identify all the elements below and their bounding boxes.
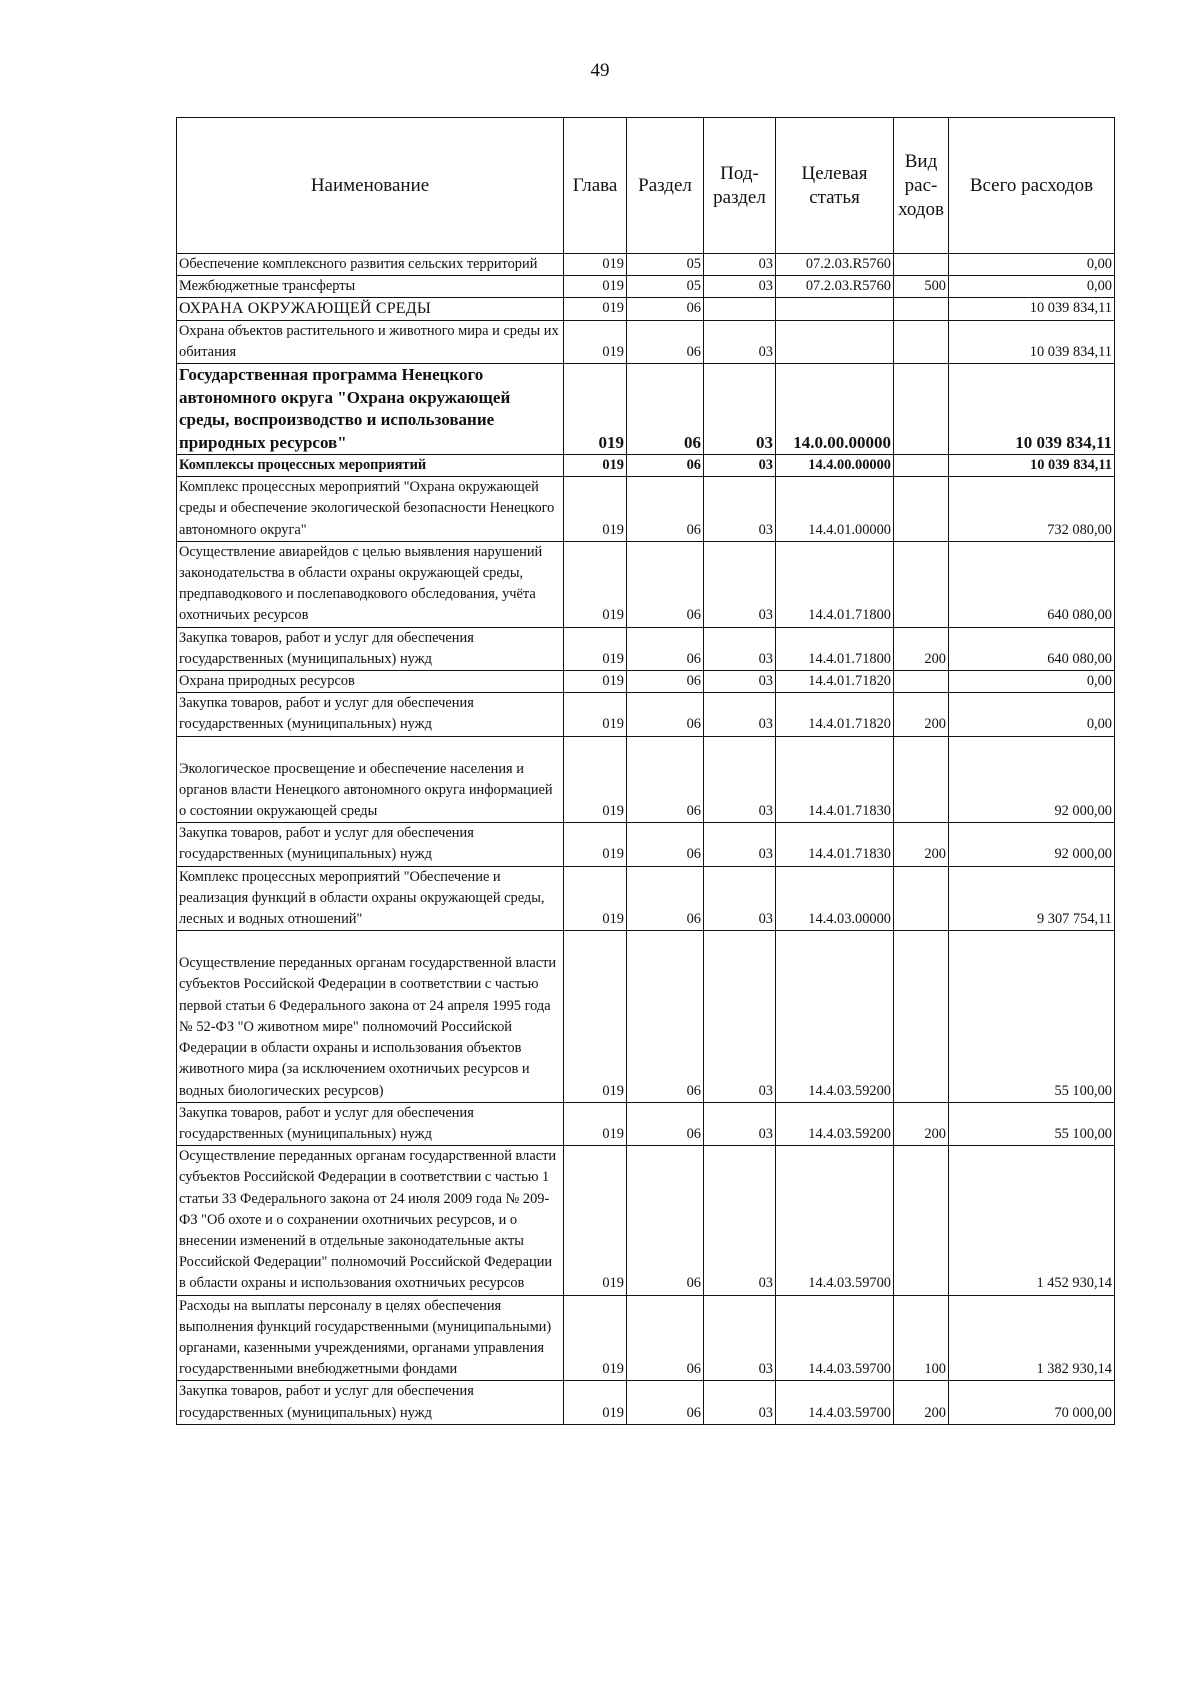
row-subsection-cell: 03 xyxy=(704,1381,776,1424)
row-chapter-cell: 019 xyxy=(564,1102,627,1145)
row-total-cell: 10 039 834,11 xyxy=(949,455,1115,477)
row-subsection-cell: 03 xyxy=(704,823,776,866)
row-chapter-cell: 019 xyxy=(564,627,627,670)
row-subsection-cell: 03 xyxy=(704,254,776,276)
row-section-cell: 06 xyxy=(627,736,704,823)
table-row xyxy=(177,276,1115,298)
row-type-cell xyxy=(894,931,949,1102)
row-article-cell: 07.2.03.R5760 xyxy=(776,254,894,276)
row-total-cell: 0,00 xyxy=(949,693,1115,736)
row-total-cell: 1 452 930,14 xyxy=(949,1146,1115,1295)
row-type-cell xyxy=(894,866,949,931)
row-total-cell: 10 039 834,11 xyxy=(949,298,1115,320)
row-chapter-cell: 019 xyxy=(564,298,627,320)
row-total-cell: 70 000,00 xyxy=(949,1381,1115,1424)
row-section-cell: 06 xyxy=(627,1102,704,1145)
row-type-cell: 200 xyxy=(894,1381,949,1424)
row-article-cell: 14.4.01.71830 xyxy=(776,823,894,866)
row-section-cell: 06 xyxy=(627,1146,704,1295)
row-chapter-cell: 019 xyxy=(564,254,627,276)
row-type-cell xyxy=(894,298,949,320)
row-name-cell: Осуществление авиарейдов с целью выявления нарушений законодательства в области охраны окружающей среды, предпаводкового и послепаводкового обследования, учёта охотничьих ресурсов xyxy=(177,541,564,627)
row-chapter-cell: 019 xyxy=(564,1381,627,1424)
row-section-cell: 06 xyxy=(627,477,704,542)
table-row xyxy=(177,1146,1115,1295)
row-article-cell: 14.4.03.59700 xyxy=(776,1381,894,1424)
row-name-cell: Межбюджетные трансферты xyxy=(177,276,564,298)
row-article-cell: 14.4.03.59200 xyxy=(776,1102,894,1145)
row-name-cell: Осуществление переданных органам государственной власти субъектов Российской Федерации в соответствии с частью первой статьи 6 Федерального закона от 24 апреля 1995 года № 52-ФЗ "О животном мире" полномочий Российской Федерации в области охраны и использования объектов животного мира (за исключением охотничьих ресурсов и водных биологических ресурсов) xyxy=(177,931,564,1102)
row-subsection-cell: 03 xyxy=(704,477,776,542)
row-section-cell: 06 xyxy=(627,541,704,627)
row-subsection-cell: 03 xyxy=(704,866,776,931)
row-chapter-cell: 019 xyxy=(564,541,627,627)
row-total-cell: 9 307 754,11 xyxy=(949,866,1115,931)
row-article-cell: 14.4.03.00000 xyxy=(776,866,894,931)
row-article-cell: 14.4.03.59700 xyxy=(776,1295,894,1381)
row-total-cell: 640 080,00 xyxy=(949,541,1115,627)
row-type-cell xyxy=(894,1146,949,1295)
row-article-cell: 14.4.03.59700 xyxy=(776,1146,894,1295)
row-name-cell: Государственная программа Ненецкого автономного округа "Охрана окружающей среды, воспроизводство и использование природных ресурсов" xyxy=(177,364,564,455)
row-article-cell: 14.4.01.71800 xyxy=(776,541,894,627)
row-subsection-cell: 03 xyxy=(704,455,776,477)
row-subsection-cell: 03 xyxy=(704,364,776,455)
row-total-cell: 1 382 930,14 xyxy=(949,1295,1115,1381)
row-subsection-cell: 03 xyxy=(704,671,776,693)
row-total-cell: 92 000,00 xyxy=(949,736,1115,823)
header-expense-type: Вид рас- ходов xyxy=(894,118,949,254)
table-row xyxy=(177,298,1115,320)
row-subsection-cell: 03 xyxy=(704,1102,776,1145)
row-section-cell: 05 xyxy=(627,276,704,298)
row-article-cell: 14.4.01.71820 xyxy=(776,671,894,693)
row-section-cell: 06 xyxy=(627,866,704,931)
row-section-cell: 06 xyxy=(627,455,704,477)
row-subsection-cell: 03 xyxy=(704,931,776,1102)
row-article-cell: 14.0.00.00000 xyxy=(776,364,894,455)
row-type-cell xyxy=(894,671,949,693)
table-row xyxy=(177,866,1115,931)
row-section-cell: 05 xyxy=(627,254,704,276)
table-row xyxy=(177,541,1115,627)
row-total-cell: 0,00 xyxy=(949,254,1115,276)
row-name-cell: Комплекс процессных мероприятий "Охрана окружающей среды и обеспечение экологической безопасности Ненецкого автономного округа" xyxy=(177,477,564,542)
row-chapter-cell: 019 xyxy=(564,276,627,298)
header-total: Всего расходов xyxy=(949,118,1115,254)
row-type-cell xyxy=(894,477,949,542)
table-row xyxy=(177,1295,1115,1381)
row-name-cell: Закупка товаров, работ и услуг для обеспечения государственных (муниципальных) нужд xyxy=(177,693,564,736)
row-article-cell: 14.4.01.00000 xyxy=(776,477,894,542)
table-row xyxy=(177,320,1115,363)
row-type-cell: 200 xyxy=(894,1102,949,1145)
row-chapter-cell: 019 xyxy=(564,1295,627,1381)
row-name-cell: Экологическое просвещение и обеспечение населения и органов власти Ненецкого автономного округа информацией о состоянии окружающей среды xyxy=(177,736,564,823)
row-subsection-cell: 03 xyxy=(704,276,776,298)
row-total-cell: 10 039 834,11 xyxy=(949,364,1115,455)
table-row xyxy=(177,455,1115,477)
row-total-cell: 55 100,00 xyxy=(949,1102,1115,1145)
row-subsection-cell: 03 xyxy=(704,320,776,363)
row-section-cell: 06 xyxy=(627,693,704,736)
row-article-cell: 07.2.03.R5760 xyxy=(776,276,894,298)
budget-table xyxy=(176,117,1115,1425)
table-row xyxy=(177,693,1115,736)
table-row xyxy=(177,477,1115,542)
row-chapter-cell: 019 xyxy=(564,455,627,477)
row-type-cell: 200 xyxy=(894,823,949,866)
table-row xyxy=(177,1102,1115,1145)
row-article-cell: 14.4.01.71830 xyxy=(776,736,894,823)
row-total-cell: 92 000,00 xyxy=(949,823,1115,866)
header-target-article: Целевая статья xyxy=(776,118,894,254)
row-article-cell: 14.4.01.71820 xyxy=(776,693,894,736)
row-type-cell xyxy=(894,736,949,823)
row-name-cell: Расходы на выплаты персоналу в целях обеспечения выполнения функций государственными (муниципальными) органами, казенными учреждениями, органами управления государственными внебюджетными фондами xyxy=(177,1295,564,1381)
row-subsection-cell: 03 xyxy=(704,1146,776,1295)
row-name-cell: Охрана природных ресурсов xyxy=(177,671,564,693)
row-name-cell: Закупка товаров, работ и услуг для обеспечения государственных (муниципальных) нужд xyxy=(177,627,564,670)
row-section-cell: 06 xyxy=(627,823,704,866)
table-row xyxy=(177,627,1115,670)
table-row xyxy=(177,1381,1115,1424)
row-name-cell: Комплексы процессных мероприятий xyxy=(177,455,564,477)
row-name-cell: Осуществление переданных органам государственной власти субъектов Российской Федерации в соответствии с частью 1 статьи 33 Федерального закона от 24 июля 2009 года № 209-ФЗ "Об охоте и о сохранении охотничьих ресурсов, и о внесении изменений в отдельные законодательные акты Российской Федерации" полномочий Российской Федерации в области охраны и использования охотничьих ресурсов xyxy=(177,1146,564,1295)
row-section-cell: 06 xyxy=(627,320,704,363)
row-subsection-cell: 03 xyxy=(704,1295,776,1381)
row-section-cell: 06 xyxy=(627,931,704,1102)
row-subsection-cell: 03 xyxy=(704,627,776,670)
row-section-cell: 06 xyxy=(627,364,704,455)
row-type-cell xyxy=(894,364,949,455)
table-body xyxy=(177,254,1115,1425)
row-chapter-cell: 019 xyxy=(564,320,627,363)
table-row xyxy=(177,931,1115,1102)
row-total-cell: 10 039 834,11 xyxy=(949,320,1115,363)
row-type-cell: 200 xyxy=(894,627,949,670)
row-section-cell: 06 xyxy=(627,1295,704,1381)
header-chapter: Глава xyxy=(564,118,627,254)
row-type-cell: 500 xyxy=(894,276,949,298)
table-header-row xyxy=(177,118,1115,254)
row-subsection-cell: 03 xyxy=(704,541,776,627)
table-row xyxy=(177,364,1115,455)
row-type-cell xyxy=(894,541,949,627)
table-row xyxy=(177,671,1115,693)
row-total-cell: 0,00 xyxy=(949,276,1115,298)
row-total-cell: 732 080,00 xyxy=(949,477,1115,542)
page-number: 49 xyxy=(590,60,610,81)
row-chapter-cell: 019 xyxy=(564,693,627,736)
row-chapter-cell: 019 xyxy=(564,866,627,931)
row-subsection-cell: 03 xyxy=(704,736,776,823)
row-type-cell xyxy=(894,455,949,477)
row-section-cell: 06 xyxy=(627,298,704,320)
header-subsection: Под- раздел xyxy=(704,118,776,254)
row-subsection-cell xyxy=(704,298,776,320)
row-section-cell: 06 xyxy=(627,671,704,693)
row-chapter-cell: 019 xyxy=(564,671,627,693)
row-article-cell xyxy=(776,298,894,320)
row-chapter-cell: 019 xyxy=(564,823,627,866)
row-article-cell: 14.4.01.71800 xyxy=(776,627,894,670)
table-row xyxy=(177,254,1115,276)
row-article-cell: 14.4.00.00000 xyxy=(776,455,894,477)
row-chapter-cell: 019 xyxy=(564,931,627,1102)
row-name-cell: Комплекс процессных мероприятий "Обеспечение и реализация функций в области охраны окружающей среды, лесных и водных отношений" xyxy=(177,866,564,931)
header-name: Наименование xyxy=(177,118,564,254)
row-total-cell: 0,00 xyxy=(949,671,1115,693)
header-section: Раздел xyxy=(627,118,704,254)
row-chapter-cell: 019 xyxy=(564,477,627,542)
row-section-cell: 06 xyxy=(627,1381,704,1424)
row-chapter-cell: 019 xyxy=(564,1146,627,1295)
row-name-cell: Закупка товаров, работ и услуг для обеспечения государственных (муниципальных) нужд xyxy=(177,1381,564,1424)
row-chapter-cell: 019 xyxy=(564,364,627,455)
row-name-cell: Обеспечение комплексного развития сельских территорий xyxy=(177,254,564,276)
row-type-cell xyxy=(894,254,949,276)
row-article-cell xyxy=(776,320,894,363)
row-chapter-cell: 019 xyxy=(564,736,627,823)
table-row xyxy=(177,823,1115,866)
table-row xyxy=(177,736,1115,823)
row-section-cell: 06 xyxy=(627,627,704,670)
row-name-cell: Закупка товаров, работ и услуг для обеспечения государственных (муниципальных) нужд xyxy=(177,823,564,866)
row-subsection-cell: 03 xyxy=(704,693,776,736)
row-name-cell: Охрана объектов растительного и животного мира и среды их обитания xyxy=(177,320,564,363)
row-total-cell: 640 080,00 xyxy=(949,627,1115,670)
row-type-cell xyxy=(894,320,949,363)
row-type-cell: 100 xyxy=(894,1295,949,1381)
row-total-cell: 55 100,00 xyxy=(949,931,1115,1102)
row-name-cell: Закупка товаров, работ и услуг для обеспечения государственных (муниципальных) нужд xyxy=(177,1102,564,1145)
row-article-cell: 14.4.03.59200 xyxy=(776,931,894,1102)
row-type-cell: 200 xyxy=(894,693,949,736)
row-name-cell: ОХРАНА ОКРУЖАЮЩЕЙ СРЕДЫ xyxy=(177,298,564,320)
